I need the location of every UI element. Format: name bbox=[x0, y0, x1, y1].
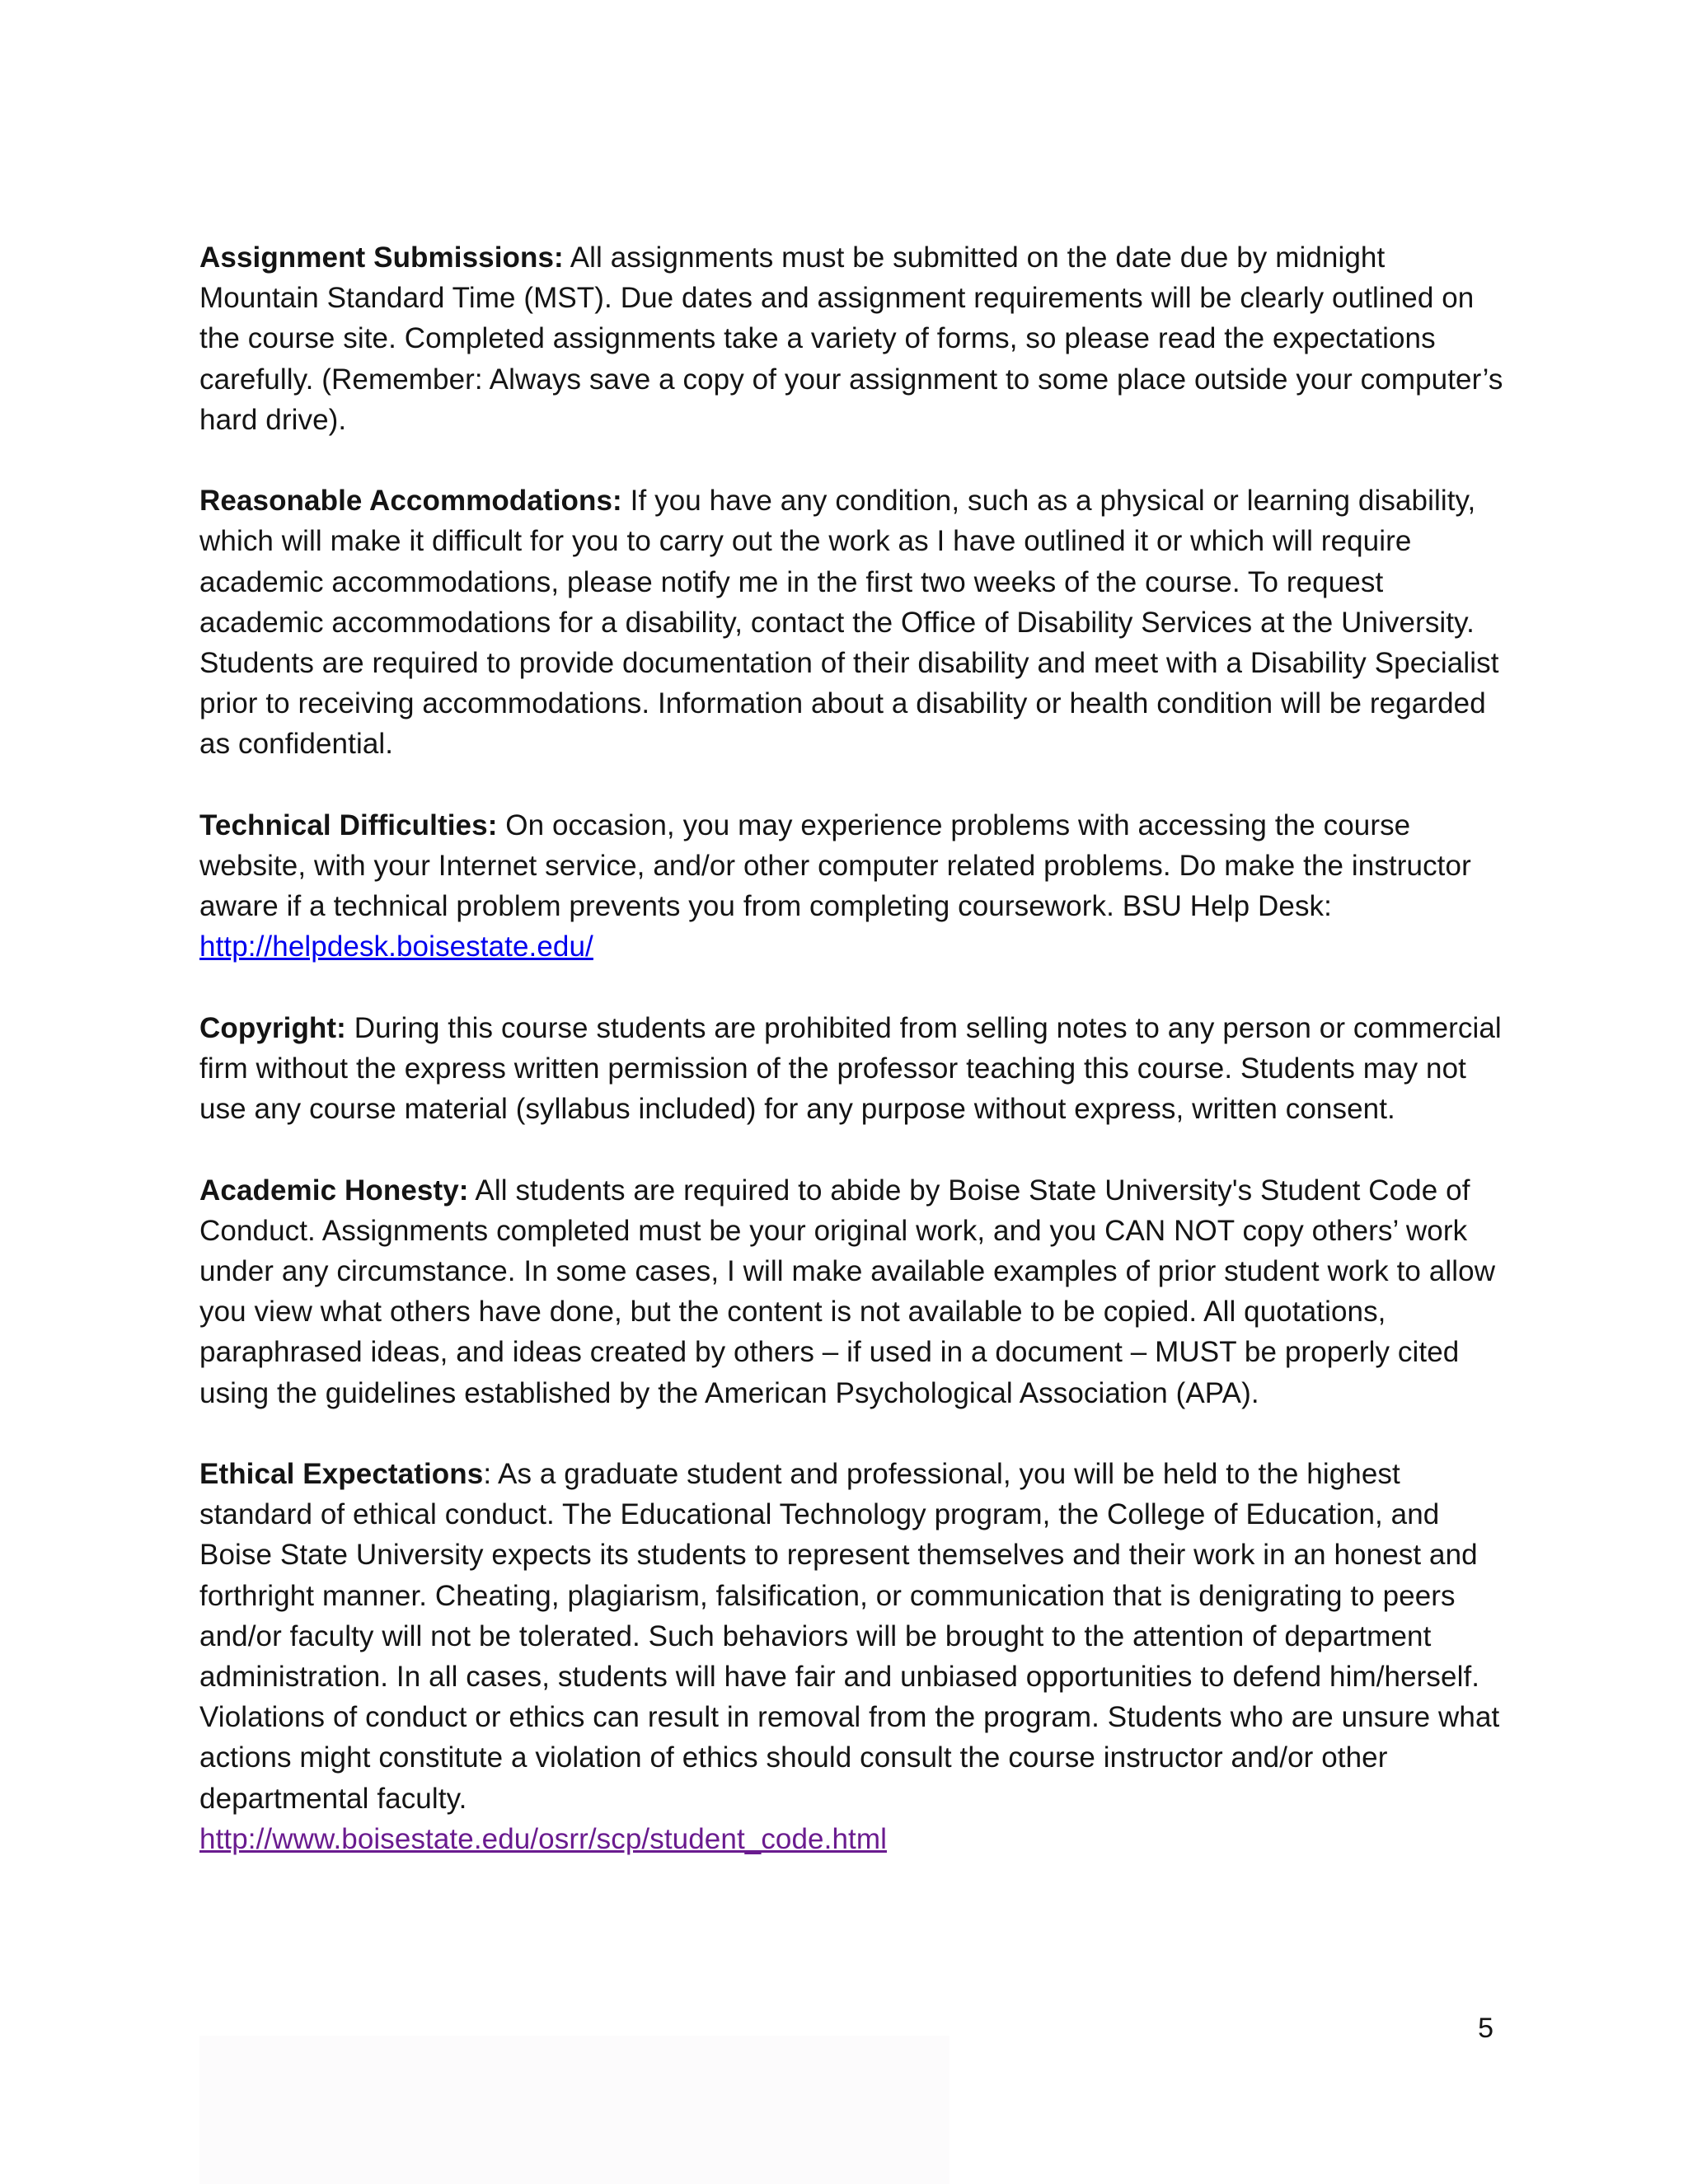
section-heading: Academic Honesty: bbox=[199, 1174, 469, 1207]
section-body: All students are required to abide by Boise State University's Student Code of Conduct. Assignments completed must be your original work, and you CAN NOT copy others’ work under any circumstance. In some cases, I will make available examples of prior student work to allow you view what others have done, but the content is not available to be copied. All quotations, paraphrased ideas, and ideas created by others – if used in a document – MUST be properly cited using the guidelines established by the American Psychological Association (APA). bbox=[199, 1174, 1496, 1409]
document-body bbox=[199, 237, 1506, 1900]
section-copyright bbox=[199, 1008, 1506, 1130]
page-footer-area bbox=[199, 2036, 950, 2184]
section-reasonable-accommodations bbox=[199, 480, 1506, 764]
section-academic-honesty bbox=[199, 1170, 1506, 1413]
page-number: 5 bbox=[1478, 2013, 1493, 2044]
section-heading: Reasonable Accommodations: bbox=[199, 485, 622, 518]
section-body: All assignments must be submitted on the date due by midnight Mountain Standard Time (MST). Due dates and assignment requirements will be clearly outlined on the course site. Completed assignments take a variety of forms, so please read the expectations carefully. (Remember: Always save a copy of your assignment to some place outside your computer’s hard drive). bbox=[199, 241, 1503, 436]
section-body: On occasion, you may experience problems with accessing the course website, with your Internet service, and/or other computer related problems. Do make the instructor aware if a technical problem prevents you from completing coursework. BSU Help Desk: bbox=[199, 808, 1471, 923]
section-body: If you have any condition, such as a physical or learning disability, which will make it difficult for you to carry out the work as I have outlined it or which will require academic accommodations, please notify me in the first two weeks of the course. To request academic accommodations for a disability, contact the Office of Disability Services at the University. Students are required to provide documentation of their disability and meet with a Disability Specialist prior to receiving accommodations. Information about a disability or health condition will be regarded as confidential. bbox=[199, 485, 1499, 761]
section-ethical-expectations bbox=[199, 1454, 1506, 1859]
section-heading: Copyright: bbox=[199, 1011, 346, 1044]
section-heading: Assignment Submissions: bbox=[199, 241, 564, 274]
section-body: : As a graduate student and professional, you will be held to the highest standard of ethical conduct. The Educational Technology program, the College of Education, and Boise State University expects its students to represent themselves and their work in an honest and forthright manner. Cheating, plagiarism, falsification, or communication that is denigrating to peers and/or faculty will not be tolerated. Such behaviors will be brought to the attention of department administration. In all cases, students will have fair and unbiased opportunities to defend him/herself. Violations of conduct or ethics can result in removal from the program. Students who are unsure what actions might constitute a violation of ethics should consult the course instructor and/or other departmental faculty. bbox=[199, 1458, 1500, 1815]
section-assignment-submissions bbox=[199, 237, 1506, 440]
section-technical-difficulties bbox=[199, 805, 1506, 968]
section-heading: Ethical Expectations bbox=[199, 1458, 484, 1491]
student-code-link[interactable]: http://www.boisestate.edu/osrr/scp/student_code.html bbox=[199, 1822, 887, 1855]
helpdesk-link[interactable]: http://helpdesk.boisestate.edu/ bbox=[199, 930, 593, 963]
section-body: During this course students are prohibited from selling notes to any person or commercial firm without the express written permission of the professor teaching this course. Students may not use any course material (syllabus included) for any purpose without express, written consent. bbox=[199, 1011, 1502, 1126]
section-heading: Technical Difficulties: bbox=[199, 808, 498, 841]
